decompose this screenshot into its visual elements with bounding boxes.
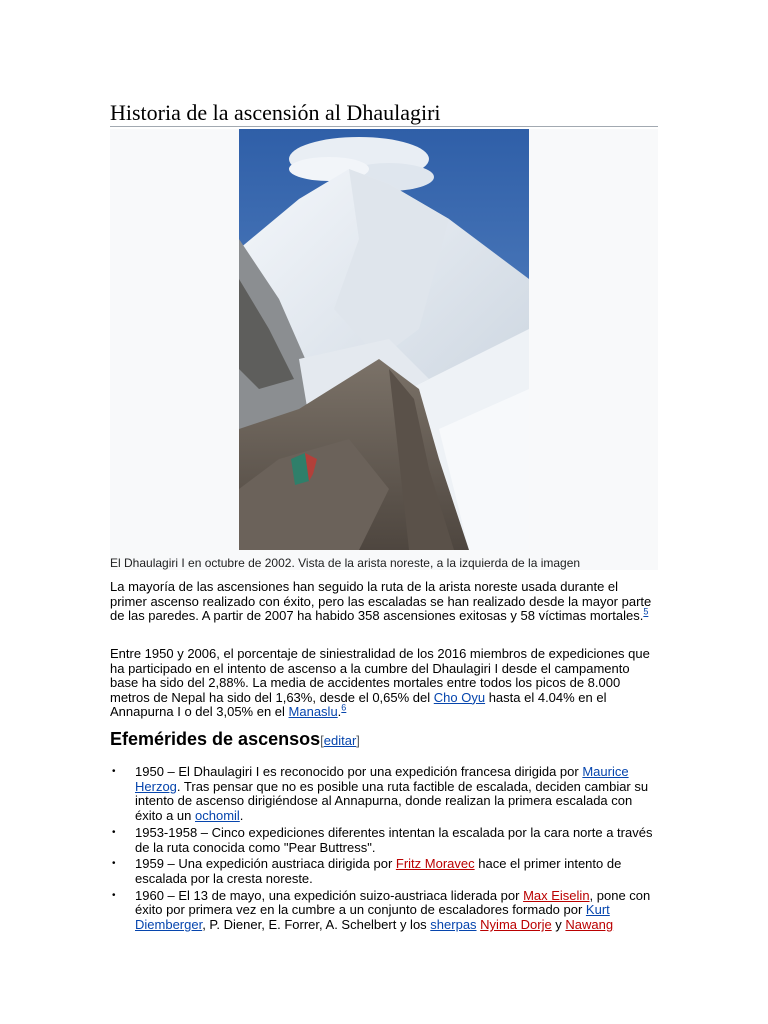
item4-text-c: , P. Diener, E. Forrer, A. Schelbert y los (202, 917, 431, 933)
paragraph-statistics (110, 647, 658, 720)
paragraph-statistics-text-c: . (337, 704, 342, 719)
bullet-icon: • (112, 858, 116, 870)
figure (110, 129, 658, 570)
item2-text: 1953-1958 – Cinco expediciones diferentes intentan la escalada por la cara norte a través de la ruta conocida como "Pear Buttress". (135, 824, 653, 855)
section-heading (110, 728, 360, 752)
paragraph-routes (110, 580, 658, 624)
item3-text-b: hace el primer intento de escalada por la cresta noreste. (135, 856, 622, 886)
kurt-diemberger-link[interactable]: Kurt Diemberger (135, 902, 610, 933)
item4-text-a: 1960 – El 13 de mayo, una expedición suizo-austriaca liderada por (135, 887, 524, 903)
paragraph-statistics-text-b: hasta el 4.04% en el Annapurna I o del 3,05% en el (110, 689, 607, 719)
list-item (110, 765, 658, 824)
maurice-herzog-link[interactable]: Maurice Herzog (135, 764, 629, 794)
bullet-icon: • (112, 889, 116, 901)
paragraph-statistics-text-a: Entre 1950 y 2006, el porcentaje de siniestralidad de los 2016 miembros de expediciones que ha participado en el intento de ascenso a la cumbre del Dhaulagiri I desde el campamento base ha sido del 2,88%. La media de accidentes mortales entre todos los picos de 8.000 metros de Nepal ha sido del 1,63%, desde el 0,65% del (110, 646, 650, 705)
list-item (110, 857, 658, 886)
ascents-list (110, 765, 658, 935)
nawang-link[interactable]: Nawang (565, 917, 614, 933)
edit-section (320, 733, 360, 748)
edit-bracket-open: [ (320, 733, 324, 748)
page-title: Historia de la ascensión al Dhaulagiri (110, 100, 658, 127)
bullet-icon: • (112, 826, 116, 838)
edit-bracket-close: ] (356, 733, 360, 748)
ref-6-link[interactable]: 6 (341, 702, 347, 713)
bullet-icon: • (112, 766, 116, 777)
item4-text-b: , pone con éxito por primera vez en la cumbre a un conjunto de escaladores formado por (135, 887, 651, 918)
item1-text-b: . Tras pensar que no es posible una ruta factible de escalada, deciden cambiar su intento de ascenso dirigiéndose al Annapurna, donde realizan la primera escalada con éxito a un (135, 778, 649, 824)
cho-oyu-link[interactable]: Cho Oyu (433, 689, 486, 705)
manaslu-link[interactable]: Manaslu (288, 704, 338, 719)
item1-text-a: 1950 – El Dhaulagiri I es reconocido por una expedición francesa dirigida por (135, 764, 583, 779)
section-heading-text: Efemérides de ascensos (110, 729, 321, 749)
figure-caption: El Dhaulagiri I en octubre de 2002. Vista de la arista noreste, a la izquierda de la imagen (110, 556, 581, 570)
mountain-photo[interactable] (239, 129, 529, 550)
mountain-photo-image (239, 129, 529, 550)
item3-text-a: 1959 – Una expedición austriaca dirigida por (135, 856, 396, 872)
ref-6[interactable] (341, 703, 346, 713)
ref-5-link[interactable]: 5 (643, 606, 649, 617)
ref-5[interactable] (643, 607, 648, 617)
list-item (110, 826, 658, 855)
edit-section-link[interactable]: editar (323, 733, 357, 748)
item1-text-c: . (239, 808, 244, 824)
paragraph-routes-text: La mayoría de las ascensiones han seguido la ruta de la arista noreste usada durante el primer ascenso realizado con éxito, pero las escaladas se han realizado desde la mayor parte de las paredes. A partir de 2007 ha habido 358 ascensiones exitosas y 58 víctimas mortales. (110, 579, 652, 623)
ochomil-link[interactable]: ochomil (195, 808, 240, 824)
max-eiselin-link[interactable]: Max Eiselin (523, 887, 590, 903)
sherpas-link[interactable]: sherpas (430, 917, 477, 933)
item4-text-e: y (551, 917, 566, 933)
nyima-dorje-link[interactable]: Nyima Dorje (480, 917, 552, 933)
list-item (110, 889, 658, 933)
fritz-moravec-link[interactable]: Fritz Moravec (395, 856, 475, 872)
